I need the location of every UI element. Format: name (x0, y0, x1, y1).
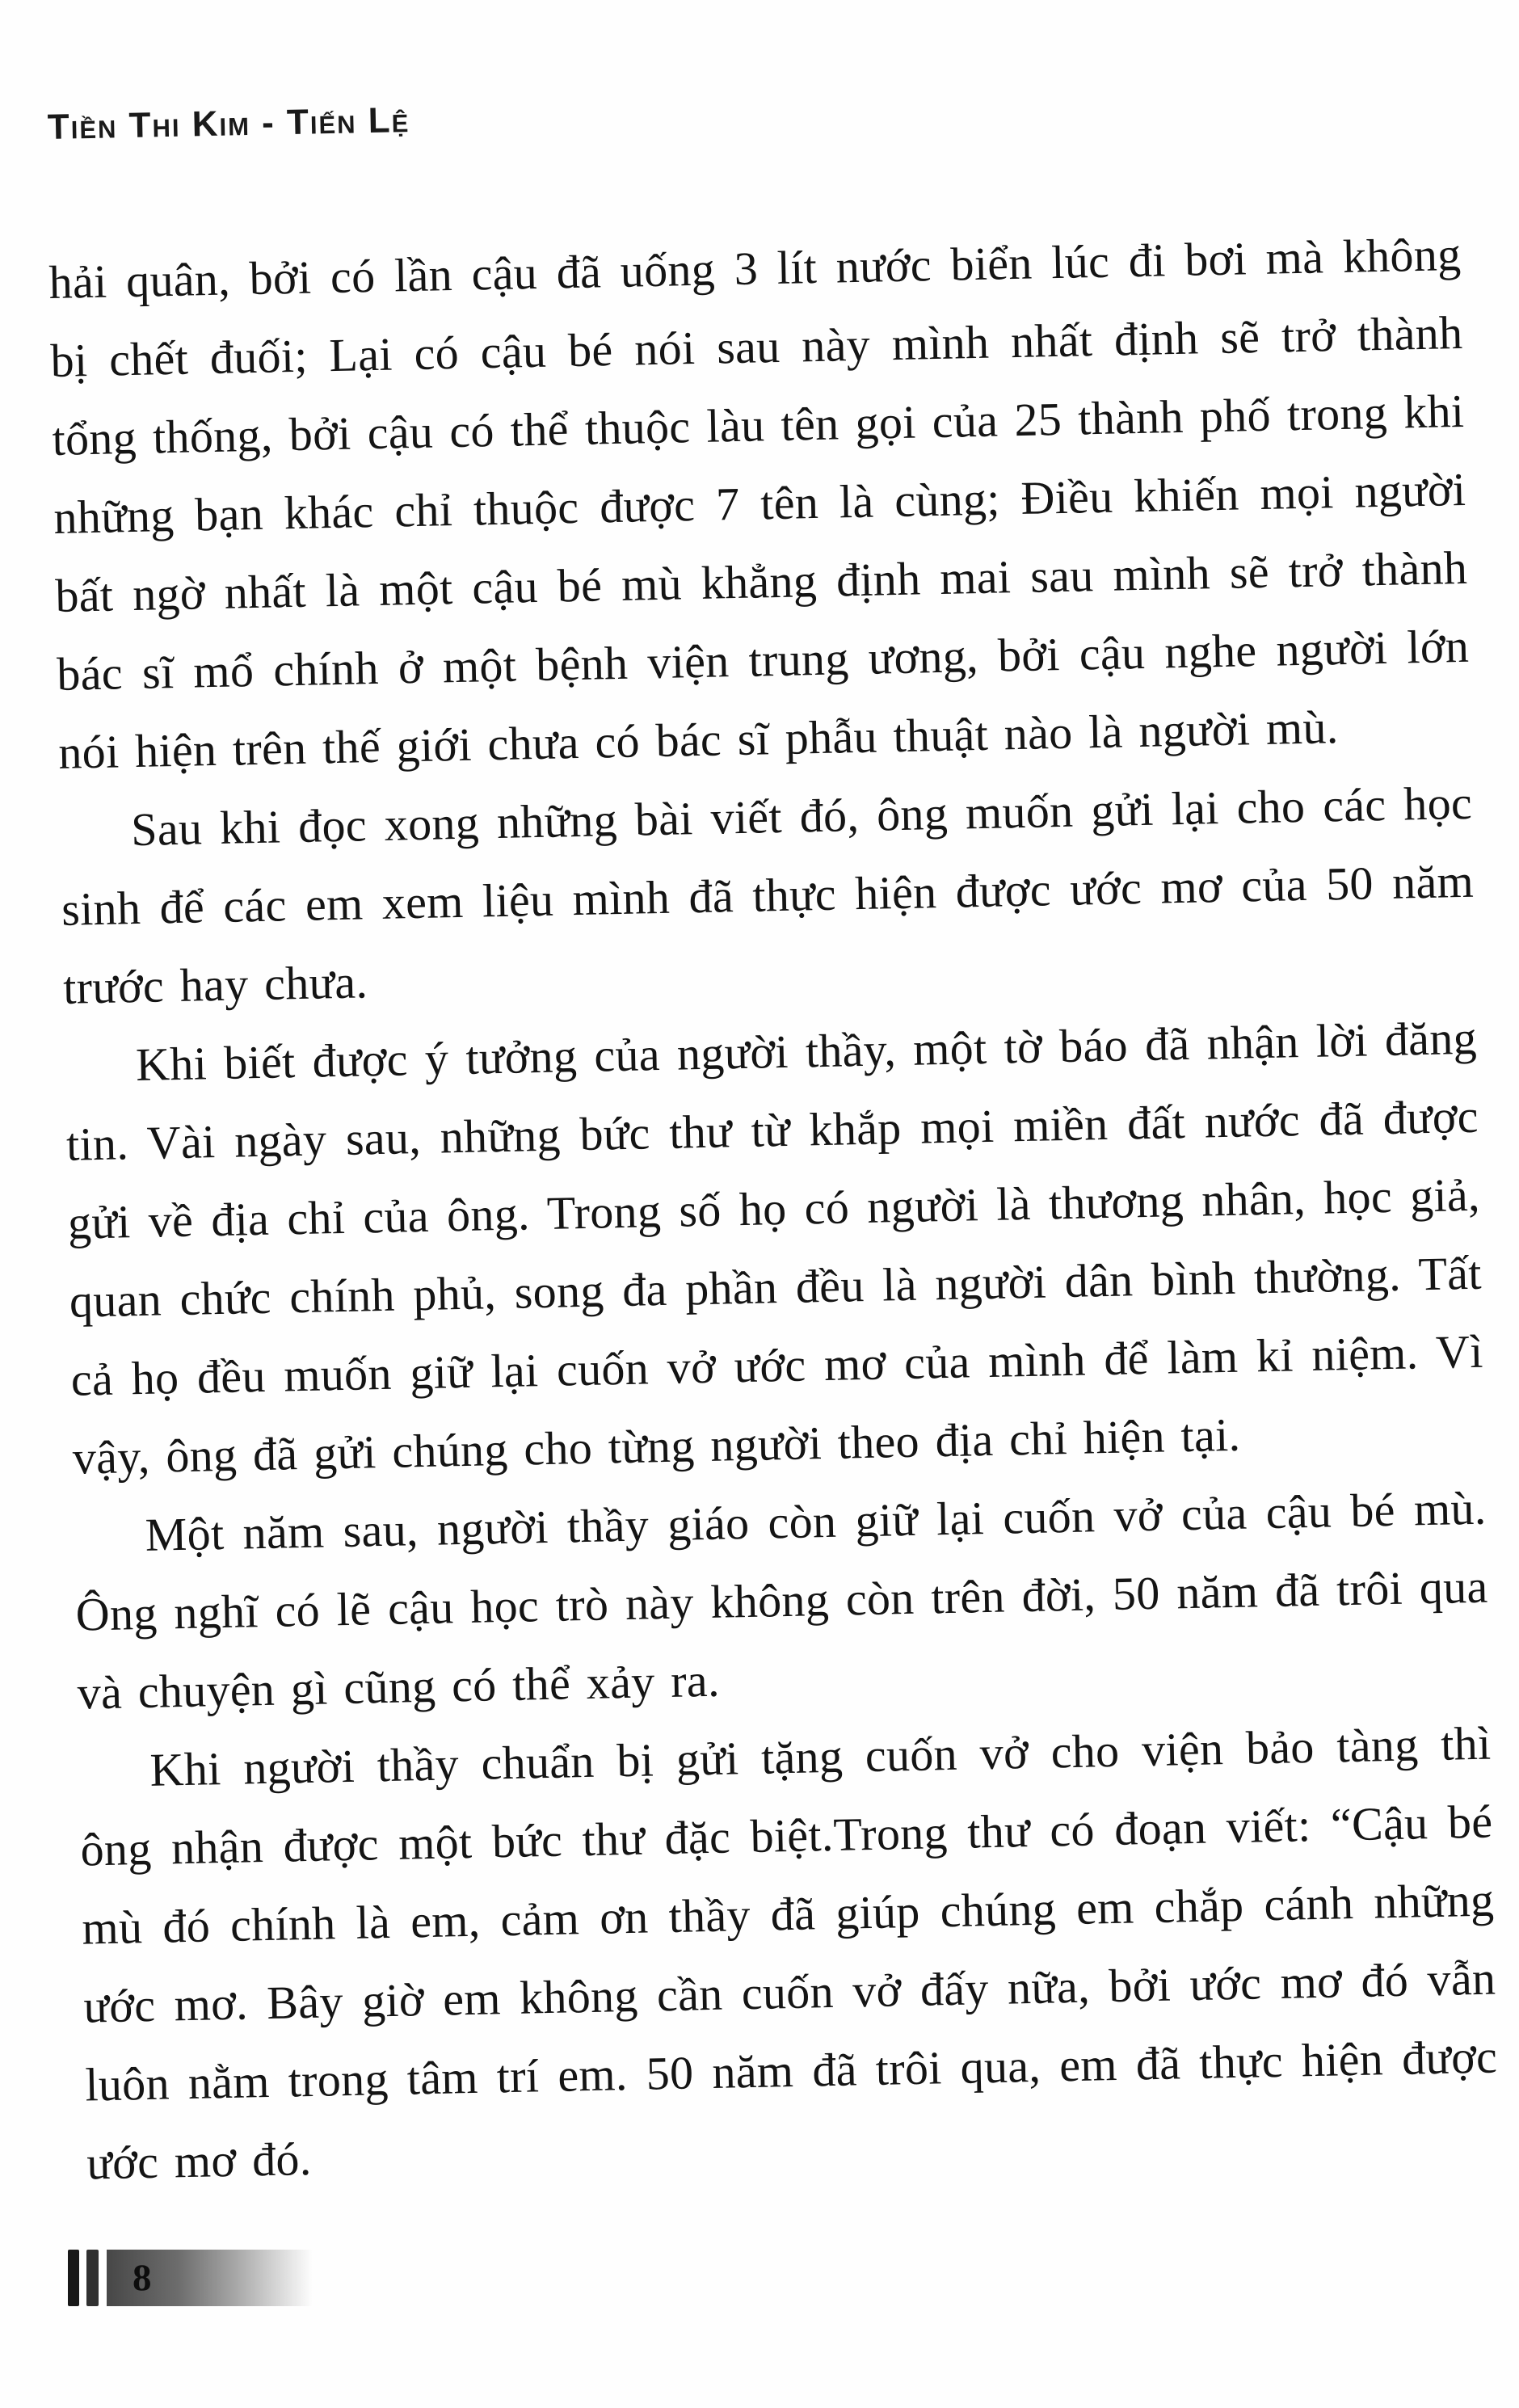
footer-bar-icon (68, 2250, 79, 2306)
page-body (48, 215, 1500, 2203)
page-footer (68, 2250, 313, 2306)
paragraph: Khi người thầy chuẩn bị gửi tặng cuốn vở cho viện bảo tàng thì ông nhận được một bức thư đặc biệt.Trong thư có đoạn viết: “Cậu bé mù đó chính là em, cảm ơn thầy đã giúp chúng em chắp cánh những ước mơ. Bây giờ em không cần cuốn vở đấy nữa, bởi ước mơ đó vẫn luôn nằm trong tâm trí em. 50 năm đã trôi qua, em đã thực hiện được ước mơ đó. (79, 1716, 1498, 2190)
footer-bar-icon (86, 2250, 99, 2306)
page-number: 8 (133, 2257, 152, 2299)
paragraph: Một năm sau, người thầy giáo còn giữ lại cuốn vở của cậu bé mù. Ông nghĩ có lẽ cậu học trò này không còn trên đời, 50 năm đã trôi qua và chuyện gì cũng có thể xảy ra. (75, 1481, 1489, 1720)
paragraph: hải quân, bởi có lần cậu đã uống 3 lít nước biển lúc đi bơi mà không bị chết đuối; Lại có cậu bé nói sau này mình nhất định sẽ trở thành tổng thống, bởi cậu có thể thuộc làu tên gọi của 25 thành phố trong khi những bạn khác chỉ thuộc được 7 tên là cùng; Điều khiến mọi người bất ngờ nhất là một cậu bé mù khẳng định mai sau mình sẽ trở thành bác sĩ mổ chính ở một bệnh viện trung ương, bởi cậu nghe người lớn nói hiện trên thế giới chưa có bác sĩ phẫu thuật nào là người mù. (48, 227, 1470, 779)
page-number-band (107, 2250, 313, 2306)
running-header: Tiền Thi Kim - Tiến Lệ (47, 100, 410, 148)
paragraph: Sau khi đọc xong những bài viết đó, ông muốn gửi lại cho các học sinh để các em xem liệu mình đã thực hiện được ước mơ của 50 năm trước hay chưa. (61, 776, 1475, 1014)
scanned-text-block (45, 79, 1500, 2203)
paragraph: Khi biết được ý tưởng của người thầy, một tờ báo đã nhận lời đăng tin. Vài ngày sau, những bức thư từ khắp mọi miền đất nước đã được gửi về địa chỉ của ông. Trong số họ có người là thương nhân, học giả, quan chức chính phủ, song đa phần đều là người dân bình thường. Tất cả họ đều muốn giữ lại cuốn vở ước mơ của mình để làm kỉ niệm. Vì vậy, ông đã gửi chúng cho từng người theo địa chỉ hiện tại. (65, 1011, 1484, 1484)
